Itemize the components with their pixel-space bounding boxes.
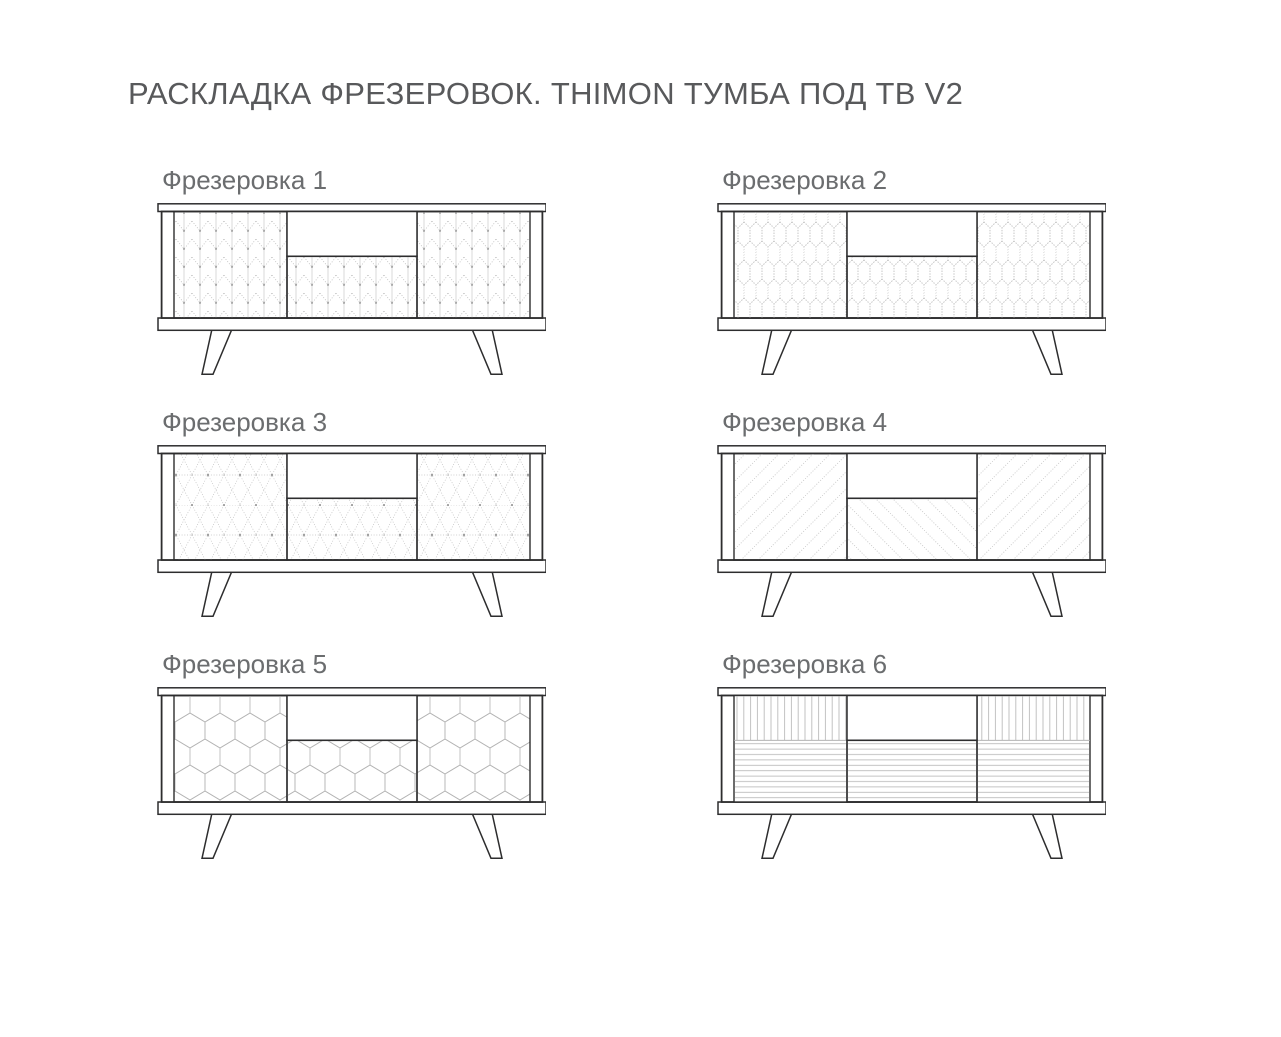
cabinet-drawing: [717, 687, 1106, 859]
cabinet-door-left: [174, 454, 287, 561]
cabinet-drawer: [287, 740, 417, 802]
cabinet-leg-right: [1032, 813, 1062, 858]
door-bottom-pattern: [735, 741, 846, 801]
cabinet-niche: [847, 212, 977, 257]
cabinet-top-strip: [158, 204, 546, 212]
variant-card: [157, 165, 546, 375]
cabinet-top-strip: [158, 688, 546, 696]
cabinet-niche: [287, 696, 417, 741]
cabinet-door-left: [174, 212, 287, 319]
cabinet-door-left: [734, 212, 847, 319]
cabinet-drawer: [847, 256, 977, 318]
cabinet-leg-right: [472, 571, 502, 616]
door-bottom-pattern: [978, 741, 1089, 801]
cabinet-door-right: [417, 454, 530, 561]
cabinet-top-strip: [158, 446, 546, 454]
cabinet-drawing: [157, 687, 546, 859]
variant-title: Фрезеровка 5: [162, 649, 328, 679]
cabinet-leg-left: [202, 813, 232, 858]
variant-card: [157, 407, 546, 617]
cabinet-door-right: [977, 454, 1090, 561]
cabinet-drawer: [287, 256, 417, 318]
cabinet-leg-right: [472, 813, 502, 858]
variant-card: [157, 649, 546, 859]
cabinet-leg-left: [762, 329, 792, 374]
page-title: РАСКЛАДКА ФРЕЗЕРОВОК. THIMON ТУМБА ПОД ТВ V2: [128, 76, 964, 111]
cabinet-door-left: [734, 454, 847, 561]
cabinet-leg-right: [1032, 571, 1062, 616]
cabinet-niche: [287, 212, 417, 257]
variant-title: Фрезеровка 1: [162, 165, 328, 195]
cabinet-drawing: [717, 203, 1106, 375]
cabinet-top-strip: [718, 688, 1106, 696]
variant-card: [717, 649, 1106, 859]
cabinet-drawing: [717, 445, 1106, 617]
cabinet-leg-left: [762, 813, 792, 858]
variant-title: Фрезеровка 4: [722, 407, 888, 437]
milling-layout-page: [0, 76, 1281, 859]
cabinet-door-right: [417, 212, 530, 319]
cabinet-niche: [287, 454, 417, 499]
cabinet-drawer: [287, 498, 417, 560]
cabinet-drawer: [847, 740, 977, 802]
cabinet-drawing: [157, 445, 546, 617]
cabinet-bottom-strip: [718, 560, 1106, 572]
cabinet-bottom-strip: [718, 318, 1106, 330]
cabinet-leg-left: [762, 571, 792, 616]
cabinet-leg-right: [1032, 329, 1062, 374]
cabinet-door-left: [174, 696, 287, 803]
cabinet-drawer: [847, 498, 977, 560]
cabinet-bottom-strip: [158, 560, 546, 572]
door-top-pattern: [978, 697, 1089, 741]
cabinet-drawing: [157, 203, 546, 375]
cabinet-bottom-strip: [158, 802, 546, 814]
cabinet-leg-right: [472, 329, 502, 374]
door-top-pattern: [735, 697, 846, 741]
variants-grid: [157, 165, 1281, 859]
cabinet-top-strip: [718, 204, 1106, 212]
cabinet-bottom-strip: [158, 318, 546, 330]
cabinet-leg-left: [202, 571, 232, 616]
cabinet-top-strip: [718, 446, 1106, 454]
variant-title: Фрезеровка 2: [722, 165, 888, 195]
variant-title: Фрезеровка 3: [162, 407, 328, 437]
variant-card: [717, 407, 1106, 617]
cabinet-niche: [847, 696, 977, 741]
cabinet-door-right: [977, 212, 1090, 319]
cabinet-bottom-strip: [718, 802, 1106, 814]
variant-title: Фрезеровка 6: [722, 649, 888, 679]
variant-card: [717, 165, 1106, 375]
cabinet-leg-left: [202, 329, 232, 374]
cabinet-niche: [847, 454, 977, 499]
cabinet-door-right: [417, 696, 530, 803]
